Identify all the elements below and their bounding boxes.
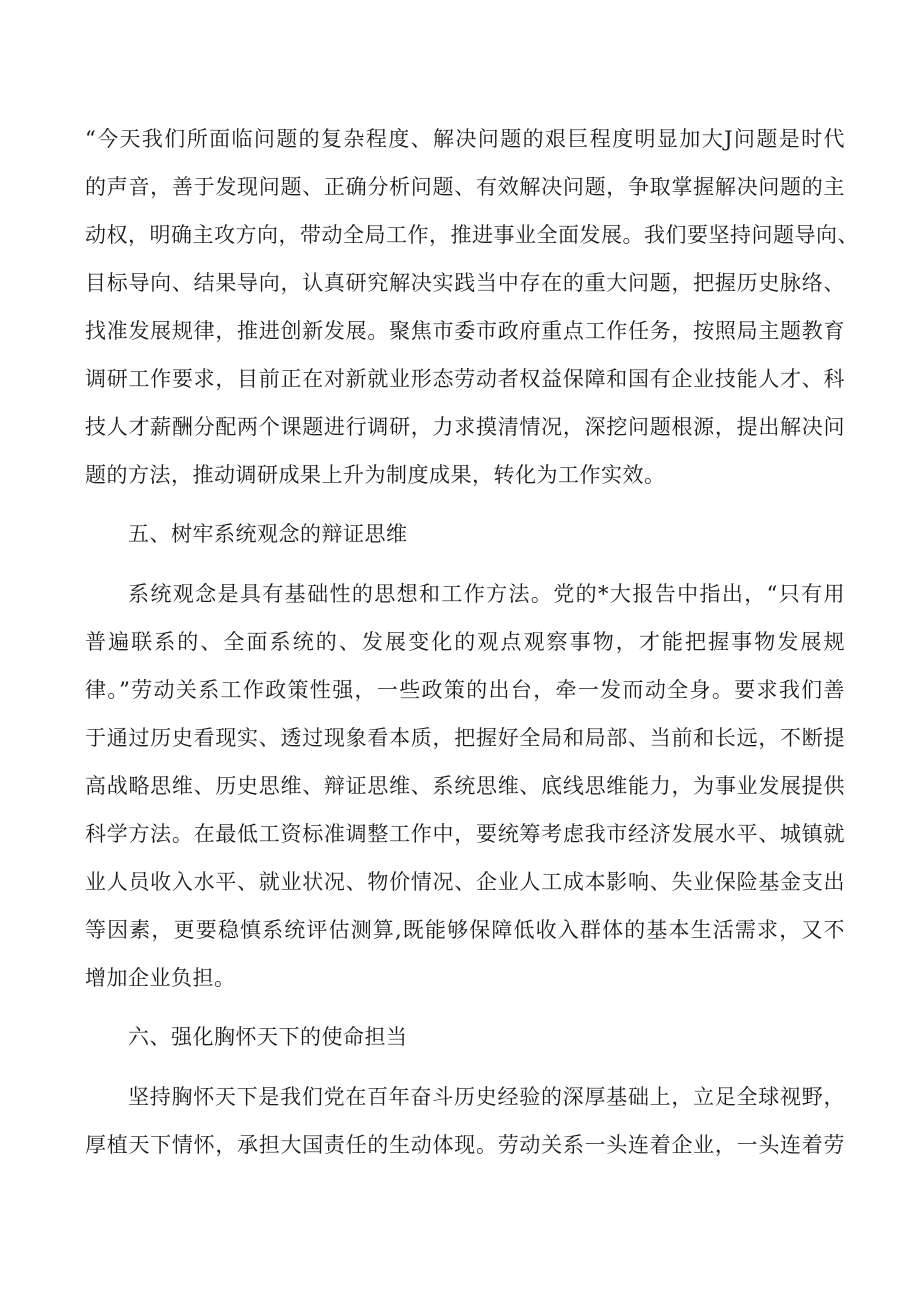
paragraph-line: 坚持胸怀天下是我们党在百年奋斗历史经验的深厚基础上，立足全球视野， bbox=[128, 1085, 845, 1109]
paragraph-line: 调研工作要求，目前正在对新就业形态劳动者权益保障和国有企业技能人才、科 bbox=[85, 367, 845, 391]
paragraph-line: 题的方法，推动调研成果上升为制度成果，转化为工作实效。 bbox=[85, 463, 666, 487]
paragraph-line: 系统观念是具有基础性的思想和工作方法。党的*大报告中指出，“只有用 bbox=[128, 582, 845, 606]
paragraph-line: 等因素，更要稳慎系统评估测算,既能够保障低收入群体的基本生活需求，又不 bbox=[85, 918, 845, 942]
paragraph-line: 增加企业负担。 bbox=[85, 966, 236, 990]
paragraph-line: 业人员收入水平、就业状况、物价情况、企业人工成本影响、失业保险基金支出 bbox=[85, 870, 845, 894]
paragraph-line: 普遍联系的、全面系统的、发展变化的观点观察事物，才能把握事物发展规 bbox=[85, 630, 845, 654]
paragraph-line: 动权，明确主攻方向，带动全局工作，推进事业全面发展。我们要坚持问题导向、 bbox=[85, 223, 859, 247]
paragraph-line: 目标导向、结果导向，认真研究解决实践当中存在的重大问题，把握历史脉络、 bbox=[85, 271, 845, 295]
paragraph-line: 高战略思维、历史思维、辩证思维、系统思维、底线思维能力，为事业发展提供 bbox=[85, 774, 845, 798]
paragraph-line: 厚植天下情怀，承担大国责任的生动体现。劳动关系一头连着企业，一头连着劳 bbox=[85, 1133, 845, 1157]
section-heading: 五、树牢系统观念的辩证思维 bbox=[128, 522, 408, 546]
paragraph-line: 技人才薪酬分配两个课题进行调研，力求摸清情况，深挖问题根源，提出解决问 bbox=[85, 415, 845, 439]
section-heading: 六、强化胸怀天下的使命担当 bbox=[128, 1025, 408, 1049]
paragraph-line: 科学方法。在最低工资标准调整工作中，要统筹考虑我市经济发展水平、城镇就 bbox=[85, 822, 845, 846]
paragraph-line: 找准发展规律，推进创新发展。聚焦市委市政府重点工作任务，按照局主题教育 bbox=[85, 319, 845, 343]
paragraph-line: 的声音，善于发现问题、正确分析问题、有效解决问题，争取掌握解决问题的主 bbox=[85, 175, 845, 199]
paragraph-line: 律。”劳动关系工作政策性强，一些政策的出台，牵一发而动全身。要求我们善 bbox=[85, 678, 845, 702]
paragraph-line: 于通过历史看现实、透过现象看本质，把握好全局和局部、当前和长远，不断提 bbox=[85, 726, 845, 750]
paragraph-line: “今天我们所面临问题的复杂程度、解决问题的艰巨程度明显加大J问题是时代 bbox=[85, 127, 845, 151]
